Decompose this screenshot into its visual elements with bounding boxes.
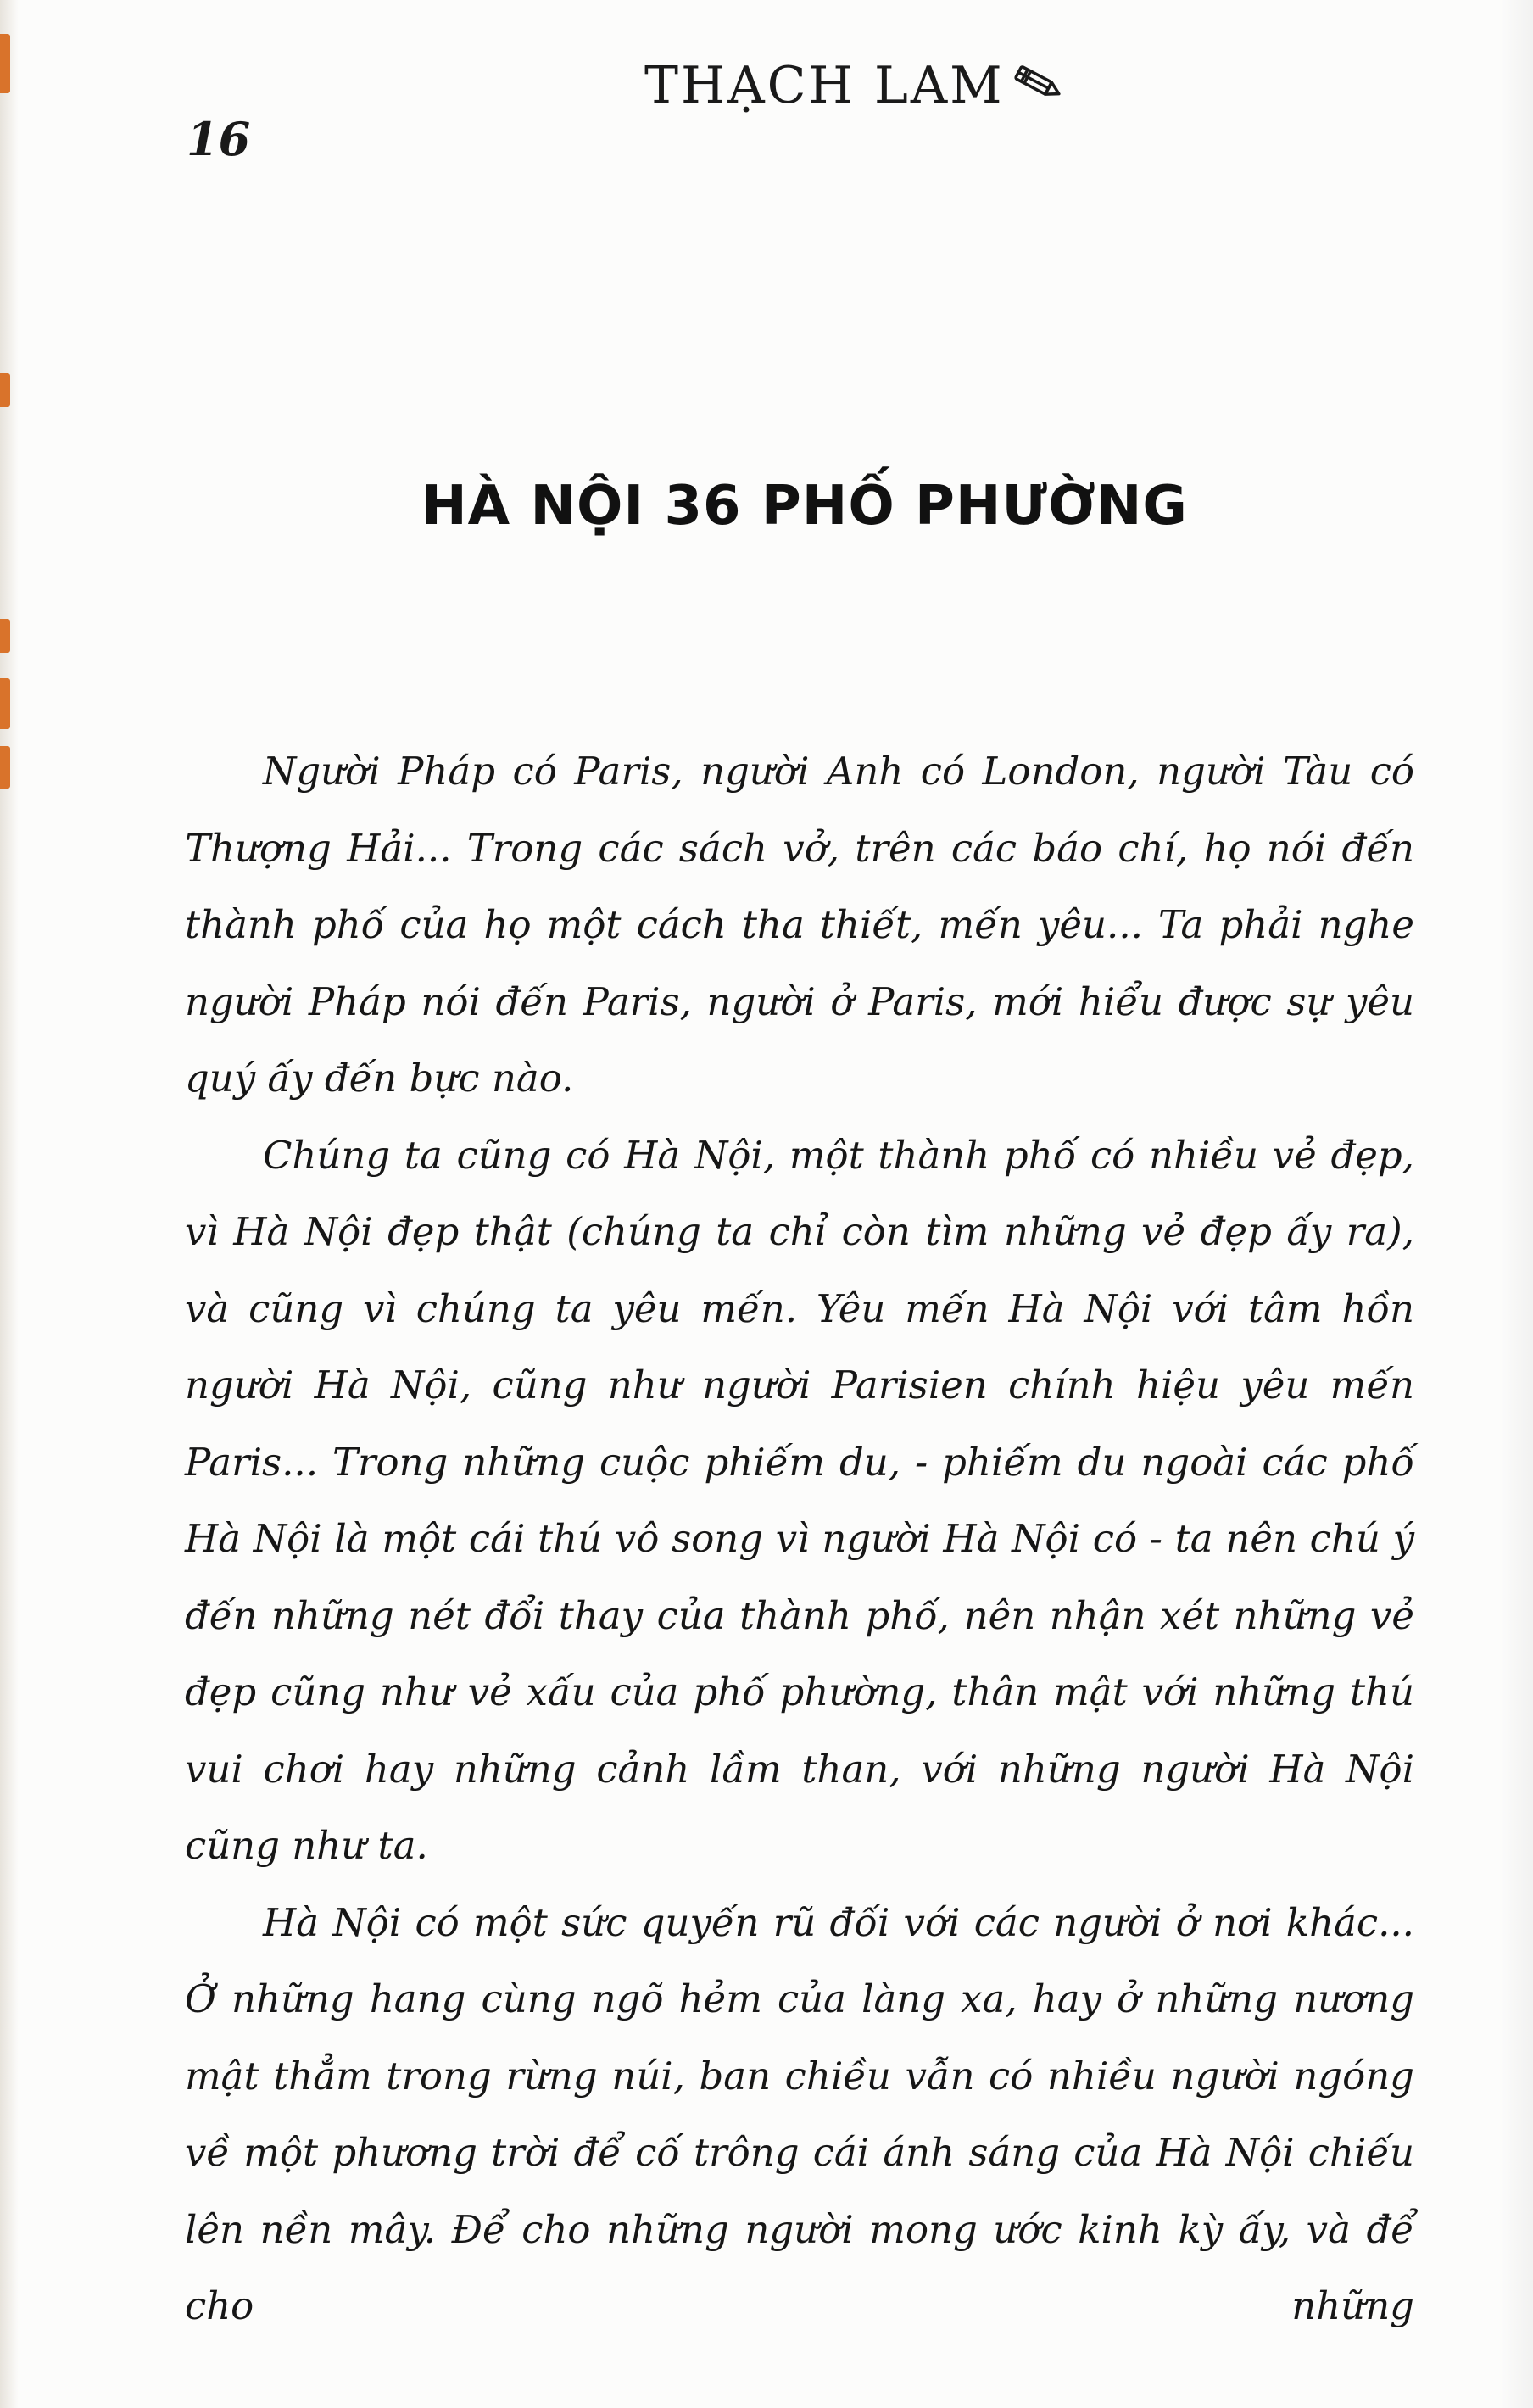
adjacent-page-edge-mark (0, 34, 10, 93)
chapter-title: HÀ NỘI 36 PHỐ PHƯỜNG (421, 475, 1188, 538)
paragraph: Chúng ta cũng có Hà Nội, một thành phố có nhiều vẻ đẹp, vì Hà Nội đẹp thật (chúng ta chỉ còn tìm những vẻ đẹp ấy ra), và cũng vì chúng ta yêu mến. Yêu mến Hà Nội với tâm hồn người Hà Nội, cũng như người Parisien chính hiệu yêu mến Paris... Trong những cuộc phiếm du, - phiếm du ngoài các phố Hà Nội là một cái thú vô song vì người Hà Nội có - ta nên chú ý đến những nét đổi thay của thành phố, nên nhận xét những vẻ đẹp cũng như vẻ xấu của phố phường, thân mật với những thú vui chơi hay những cảnh lầm than, với những người Hà Nội cũng như ta. (185, 1132, 1414, 1868)
body-text (185, 733, 1414, 2345)
adjacent-page-edge-mark (0, 619, 10, 653)
page-gutter-edge (0, 0, 19, 2408)
paragraph: Người Pháp có Paris, người Anh có London, người Tàu có Thượng Hải... Trong các sách vở, trên các báo chí, họ nói đến thành phố của họ một cách tha thiết, mến yêu... Ta phải nghe người Pháp nói đến Paris, người ở Paris, mới hiểu được sự yêu quý ấy đến bực nào. (185, 749, 1414, 1101)
running-header-title: THẠCH LAM (644, 56, 1005, 115)
adjacent-page-edge-mark (0, 373, 10, 407)
adjacent-page-edge-mark (0, 678, 10, 729)
adjacent-page-edge-mark (0, 746, 10, 789)
page-shadow (1499, 0, 1533, 2408)
paragraph: Hà Nội có một sức quyến rũ đối với các người ở nơi khác... Ở những hang cùng ngõ hẻm của làng xa, hay ở những nương mật thẳm trong rừng núi, ban chiều vẫn có nhiều người ngóng về một phương trời để cố trông cái ánh sáng của Hà Nội chiếu lên nền mây. Để cho những người mong ước kinh kỳ ấy, và để cho những (185, 1899, 1414, 2328)
pencil-icon (1009, 59, 1068, 107)
page-number: 16 (187, 112, 251, 166)
